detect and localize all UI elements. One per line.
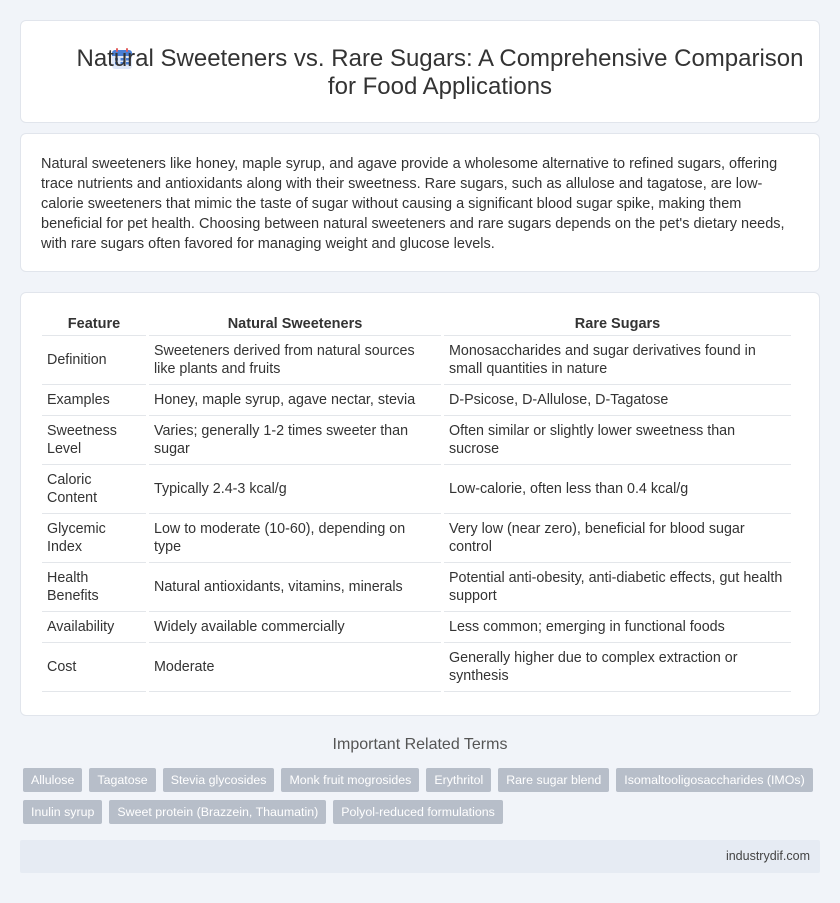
table-row [42, 416, 791, 465]
term-tag[interactable]: Stevia glycosides [163, 768, 275, 792]
row-feature: Definition [42, 336, 146, 385]
term-tag[interactable]: Tagatose [89, 768, 155, 792]
row-feature: Cost [42, 643, 146, 692]
column-header-natural: Natural Sweeteners [149, 313, 441, 336]
term-tag[interactable]: Isomaltooligosaccharides (IMOs) [616, 768, 812, 792]
row-feature: Sweetness Level [42, 416, 146, 465]
footer-site-link[interactable]: industrydif.com [725, 849, 810, 863]
row-natural: Typically 2.4-3 kcal/g [149, 465, 441, 514]
row-rare: Generally higher due to complex extraction or synthesis [444, 643, 791, 692]
row-natural: Natural antioxidants, vitamins, minerals [149, 563, 441, 612]
comparison-card [20, 292, 820, 716]
header-card [20, 20, 820, 123]
row-natural: Moderate [149, 643, 441, 692]
row-rare: Less common; emerging in functional foods [444, 612, 791, 643]
table-row [42, 514, 791, 563]
term-tag[interactable]: Allulose [23, 768, 82, 792]
term-tag[interactable]: Sweet protein (Brazzein, Thaumatin) [109, 800, 326, 824]
related-terms-title: Important Related Terms [332, 736, 508, 753]
table-header-row [42, 313, 791, 336]
term-tag[interactable]: Rare sugar blend [498, 768, 609, 792]
column-header-feature: Feature [42, 313, 146, 336]
related-terms-list [23, 768, 823, 824]
table-row [42, 612, 791, 643]
table-row [42, 336, 791, 385]
intro-paragraph: Natural sweeteners like honey, maple syrup, and agave provide a wholesome alternative to refined sugars, offering trace nutrients and antioxidants along with their sweetness. Rare sugars, such as allulose and tagatose, are low-calorie sweeteners that mimic the taste of sugar without causing a significant blood sugar spike, making them beneficial for pet health. Choosing between natural sweeteners and rare sugars depends on the pet's dietary needs, with rare sugars often favored for managing weight and glucose levels. [41, 156, 785, 252]
table-row [42, 643, 791, 692]
row-natural: Varies; generally 1-2 times sweeter than sugar [149, 416, 441, 465]
page-title: Natural Sweeteners vs. Rare Sugars: A Comprehensive Comparison for Food Applications [76, 45, 804, 100]
row-feature: Examples [42, 385, 146, 416]
row-natural: Widely available commercially [149, 612, 441, 643]
row-natural: Low to moderate (10-60), depending on type [149, 514, 441, 563]
row-rare: Monosaccharides and sugar derivatives found in small quantities in nature [444, 336, 791, 385]
footer [20, 840, 820, 873]
row-rare: Low-calorie, often less than 0.4 kcal/g [444, 465, 791, 514]
row-rare: Potential anti-obesity, anti-diabetic effects, gut health support [444, 563, 791, 612]
row-natural: Honey, maple syrup, agave nectar, stevia [149, 385, 441, 416]
row-feature: Glycemic Index [42, 514, 146, 563]
row-rare: Often similar or slightly lower sweetness than sucrose [444, 416, 791, 465]
intro-card [20, 133, 820, 272]
table-row [42, 385, 791, 416]
row-feature: Health Benefits [42, 563, 146, 612]
term-tag[interactable]: Erythritol [426, 768, 491, 792]
row-rare: D-Psicose, D-Allulose, D-Tagatose [444, 385, 791, 416]
term-tag[interactable]: Inulin syrup [23, 800, 102, 824]
table-row [42, 465, 791, 514]
column-header-rare: Rare Sugars [444, 313, 791, 336]
row-feature: Caloric Content [42, 465, 146, 514]
term-tag[interactable]: Polyol-reduced formulations [333, 800, 503, 824]
table-row [42, 563, 791, 612]
row-feature: Availability [42, 612, 146, 643]
term-tag[interactable]: Monk fruit mogrosides [281, 768, 419, 792]
row-rare: Very low (near zero), beneficial for blood sugar control [444, 514, 791, 563]
row-natural: Sweeteners derived from natural sources like plants and fruits [149, 336, 441, 385]
comparison-table [39, 313, 794, 692]
